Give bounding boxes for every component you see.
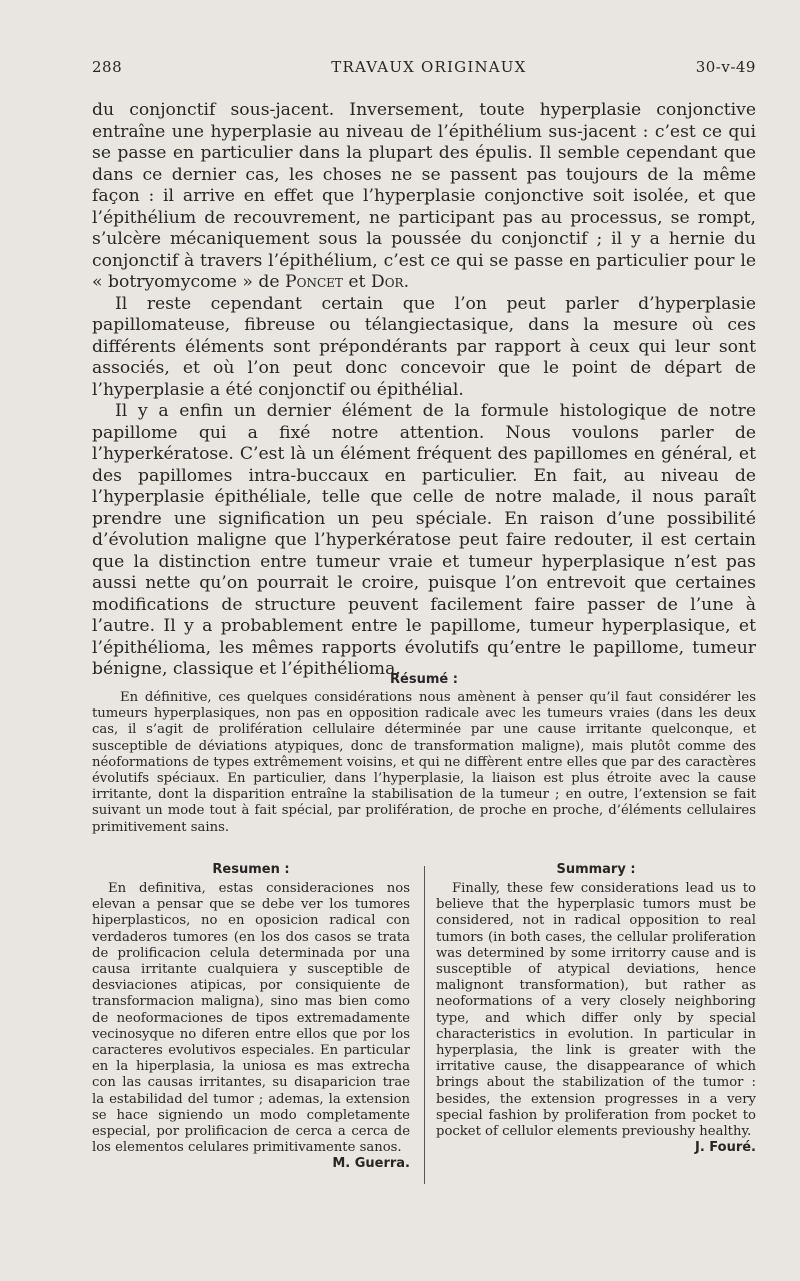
issue-date: 30-v-49 xyxy=(695,58,756,76)
conjunction: et xyxy=(342,272,371,292)
paragraph-1-text: du conjonctif sous-jacent. Inversement, toute hyperplasie conjonctive entraîne une hyperplasie au niveau de l’épithélium sus-jacent : c’est ce qui se passe en particulier dans la plupart des épulis. Il semble cependant que dans ce dernier cas, les choses ne se passent pas toujours de la même façon : il arrive en effet que l’hyperplasie conjonctive soit isolée, et que l’épithélium de recouvrement, ne participant pas au processus, se rompt, s’ulcère mécaniquement sous la poussée du conjonctif ; il y a hernie du conjonctif à travers l’épithélium, c’est ce qui se passe en particulier pour le « botryomycome » de xyxy=(92,100,756,292)
summary-author: J. Fouré. xyxy=(694,1140,756,1156)
summary-column xyxy=(436,862,756,1155)
author-name-dor: Dor xyxy=(370,272,404,292)
summary-heading: Summary : xyxy=(556,862,636,877)
paragraph-2: Il reste cependant certain que l’on peut parler d’hyperplasie papillomateuse, fibreuse ou télangiectasique, dans la mesure où ces différents éléments sont prépondérants par rapport à ceux qui leur sont associés, et où l’on peut donc concevoir que le point de départ de l’hyperplasie a été conjonctif ou épithélial. xyxy=(92,293,756,400)
resumen-heading: Resumen : xyxy=(212,862,290,877)
resumen-body: En definitiva, estas consideraciones nos elevan a pensar que se debe ver los tumores hiperplasticos, no en oposicion radical con verdaderos tumores (en los dos casos se trata de prolificacion celula determinada por una causa irritante cualquiera y susceptible de desviaciones atipicas, por consiquiente de transformacion maligna), sino mas bien como de neoformaciones de tipos extremadamente vecinosyque no diferen entre ellos que por los caracteres evolutivos especiales. En particular en la hiperplasia, la uniosa es mas extrecha con las causas irritantes, su disaparicion trae la estabilidad del tumor ; ademas, la extension se hace signiendo un modo completamente especial, por prolificacion de cerca a cerca de los elementos celulares primitivamente sanos. xyxy=(92,881,410,1156)
paragraph-1-end: . xyxy=(403,272,410,292)
summary-text: Finally, these few considerations lead us to believe that the hyperplasic tumors must be considered, not in radical opposition to real tumors (in both cases, the cellular proliferation was determined by some irritorry cause and is susceptible of atypical deviations, hence malignont transformation), but rather as neoformations of a very closely neighboring type, and which differ only by special characteristics in evolution. In particular in hyperplasia, the link is greater with the irritative cause, the disappearance of which brings about the stabilization of the tumor : besides, the extension progresses in a very special fashion by proliferation from pocket to pocket of cellulor elements previoushy healthy. xyxy=(436,881,756,1140)
page-number: 288 xyxy=(92,58,123,76)
running-header xyxy=(92,58,756,76)
paragraph-3: Il y a enfin un dernier élément de la formule histologique de notre papillome qui a fixé notre attention. Nous voulons parler de l’hyperkératose. C’est là un élément fréquent des papillomes en général, et des papillomes intra-buccaux en particulier. En fait, au niveau de l’hyperplasie épithéliale, telle que celle de notre malade, il nous paraît prendre une signification un peu spéciale. En raison d’une possibilité d’évolution maligne que l’hyperkératose peut faire redouter, il est certain que la distinction entre tumeur vraie et tumeur hyperplasique n’est pas aussi nette qu’on pourrait le croire, puisque l’on entrevoit que certaines modifications de structure peuvent facilement faire passer de l’une à l’autre. Il y a probablement entre le papillome, tumeur hyperplasique, et l’épithélioma, les mêmes rapports évolutifs qu’entre le papillome, tumeur bénigne, classique et l’épithélioma. xyxy=(92,401,756,679)
running-title: TRAVAUX ORIGINAUX xyxy=(331,58,527,76)
author-name-poncet: Poncet xyxy=(285,272,343,292)
resume-heading: Résumé : xyxy=(390,672,458,687)
column-divider xyxy=(424,866,425,1184)
resumen-column xyxy=(92,862,410,1173)
resumen-text xyxy=(92,881,410,1172)
resumen-author: M. Guerra. xyxy=(332,1156,410,1172)
resume-text: En définitive, ces quelques considérations nous amènent à penser qu’il faut considérer les tumeurs hyperplasiques, non pas en opposition radicale avec les tumeurs vraies (dans les deux cas, il s’agit de prolifération cellulaire déterminée par une cause irritante quelconque, et susceptible de déviations atypiques, donc de transformation maligne), mais plutôt comme des néoformations de types extrêmement voisins, et qui ne diffèrent entre elles que par des caractères évolutifs spéciaux. En particulier, dans l’hyperplasie, la liaison est plus étroite avec la cause irritante, dont la disparition entraîne la stabilisation de la tumeur ; en outre, l’extension se fait suivant un mode tout à fait spécial, par prolifération, de proche en proche, d’éléments cellulaires primitivement sains. xyxy=(92,690,756,835)
paragraph-1 xyxy=(92,100,756,294)
article-body xyxy=(92,100,756,681)
